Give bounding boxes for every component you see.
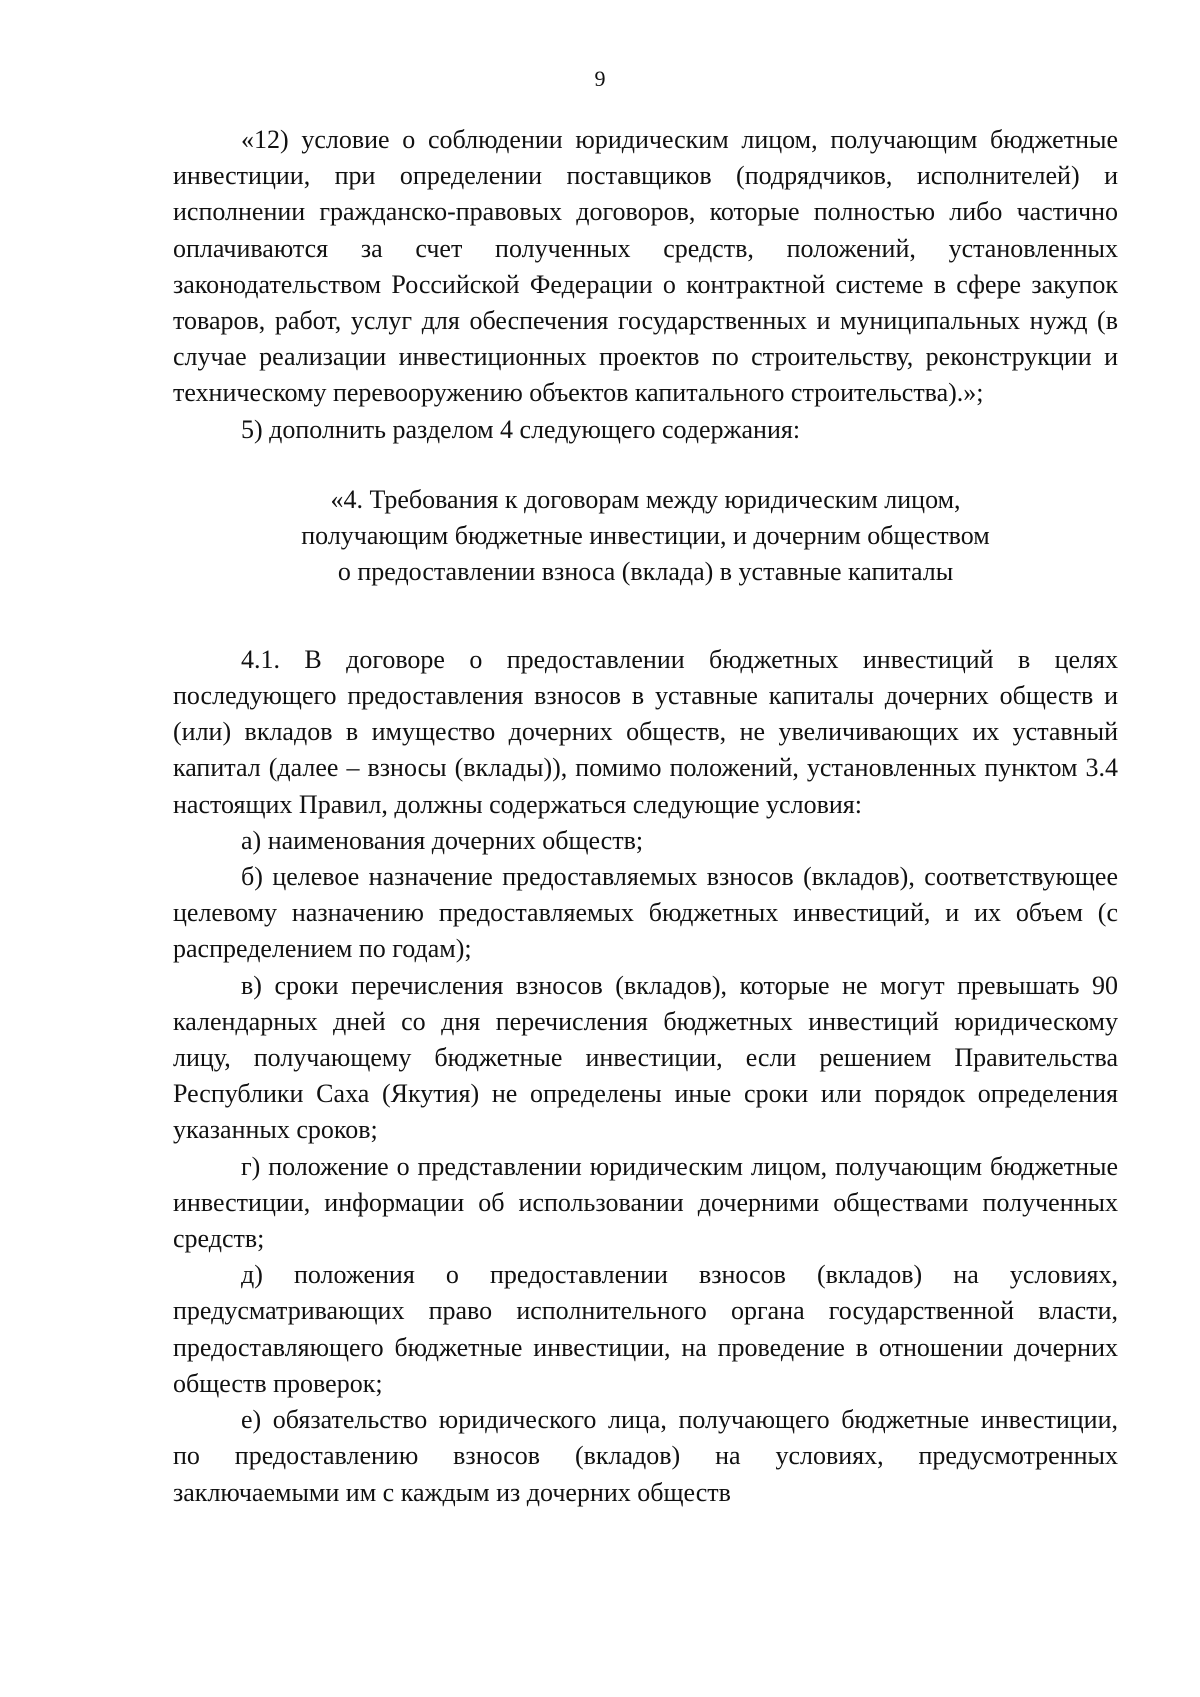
paragraph-amendment-5: 5) дополнить разделом 4 следующего содержания: (241, 414, 801, 444)
paragraph-item-a: а) наименования дочерних обществ; (241, 825, 644, 855)
section-heading-line-1: «4. Требования к договорам между юридическим лицом, (330, 484, 961, 514)
section-heading-line-3: о предоставлении взноса (вклада) в уставные капиталы (337, 556, 954, 586)
paragraph-item-g: г) положение о представлении юридическим лицом, получающим бюджетные инвестиции, информации об использовании дочерними обществами полученных средств; (173, 1151, 1118, 1254)
paragraph-item-d: д) положения о предоставлении взносов (вкладов) на условиях, предусматривающих право исполнительного органа государственной власти, предоставляющего бюджетные инвестиции, на проведение в отношении дочерних обществ проверок; (173, 1260, 1118, 1398)
paragraph-item-b: б) целевое назначение предоставляемых взносов (вкладов), соответствующее целевому назначению предоставляемых бюджетных инвестиций, и их объем (с распределением по годам); (173, 862, 1118, 964)
paragraph-4-1: 4.1. В договоре о предоставлении бюджетных инвестиций в целях последующего предоставления взносов в уставные капиталы дочерних обществ и (или) вкладов в имущество дочерних обществ, не увеличивающих их уставный капитал (далее – взносы (вклады)), помимо положений, установленных пунктом 3.4 настоящих Правил, должны содержаться следующие условия: (173, 644, 1118, 819)
paragraph-item-e: е) обязательство юридического лица, получающего бюджетные инвестиции, по предоставлению взносов (вкладов) на условиях, предусмотренных заключаемыми им с каждым из дочерних обществ (173, 1405, 1118, 1507)
paragraph-item-12: «12) условие о соблюдении юридическим лицом, получающим бюджетные инвестиции, при определении поставщиков (подрядчиков, исполнителей) и исполнении гражданско-правовых договоров, которые полностью либо частично оплачиваются за счет полученных средств, положений, установленных законодательством Российской Федерации о контрактной системе в сфере закупок товаров, работ, услуг для обеспечения государственных и муниципальных нужд (в случае реализации инвестиционных проектов по строительству, реконструкции и техническому перевооружению объектов капитального строительства).»; (173, 125, 1118, 408)
document-body (173, 122, 1118, 1511)
section-heading-line-2: получающим бюджетные инвестиции, и дочерним обществом (301, 520, 990, 550)
paragraph-item-v: в) сроки перечисления взносов (вкладов), которые не могут превышать 90 календарных дней со дня перечисления бюджетных инвестиций юридическому лицу, получающему бюджетные инвестиции, если решением Правительства Республики Саха (Якутия) не определены иные сроки или порядок определения указанных сроков; (173, 970, 1118, 1145)
section-heading (173, 482, 1118, 590)
page-number: 9 (594, 66, 606, 91)
